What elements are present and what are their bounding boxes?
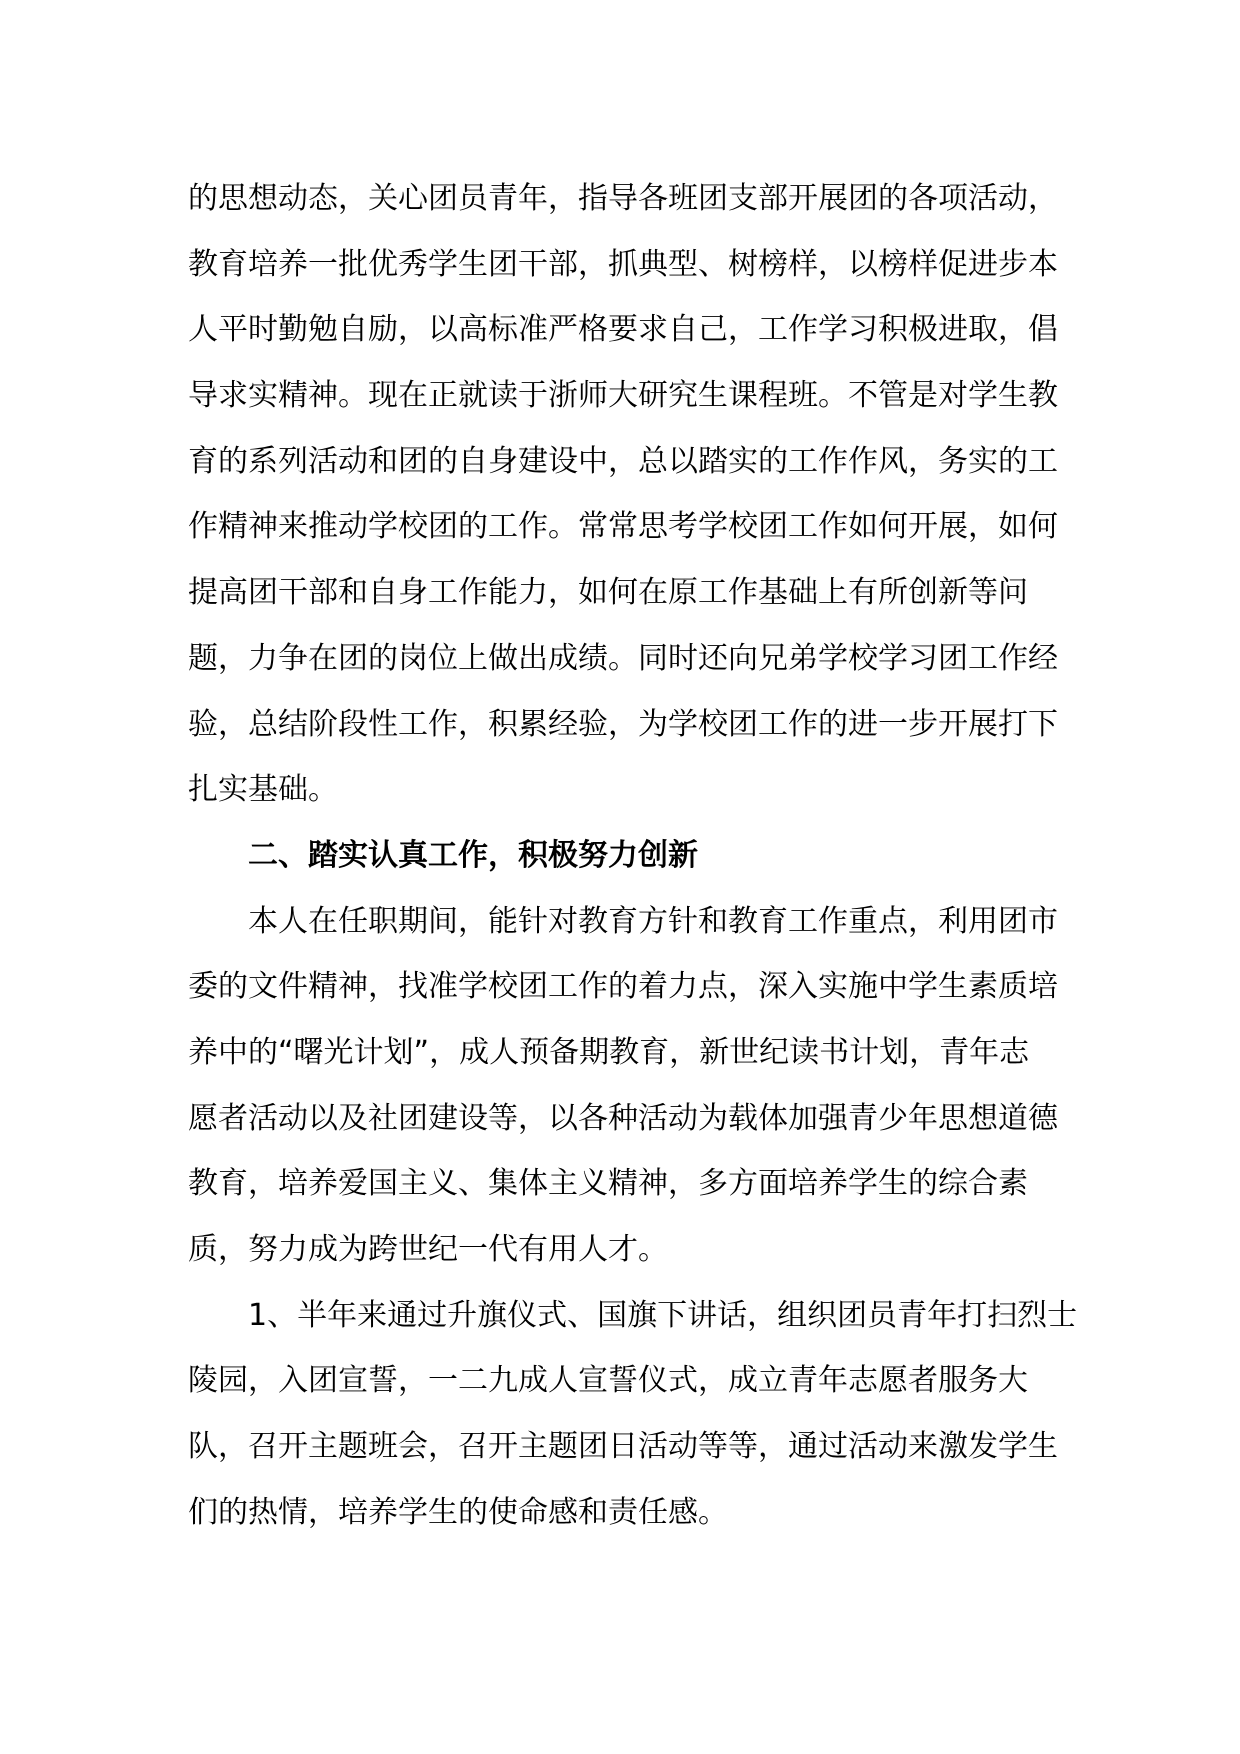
text-line: 扎实基础。 [188,772,338,808]
paragraph-1 [188,166,1068,823]
text-line: 们的热情，培养学生的使命感和责任感。 [188,1494,728,1530]
text-line: 教育，培养爱国主义、集体主义精神，多方面培养学生的综合素 [188,1166,1028,1202]
text-line: 导求实精神。现在正就读于浙师大研究生课程班。不管是对学生教 [188,378,1058,414]
text-line: 人平时勤勉自励，以高标准严格要求自己，工作学习积极进取，倡 [188,312,1058,348]
text-line: 作精神来推动学校团的工作。常常思考学校团工作如何开展，如何 [188,509,1058,545]
paragraph-2 [188,889,1068,1283]
text-line: 的思想动态，关心团员青年，指导各班团支部开展团的各项活动， [188,181,1058,216]
text-line: 育的系列活动和团的自身建设中，总以踏实的工作作风，务实的工 [188,443,1058,479]
text-line: 陵园，入团宣誓，一二九成人宣誓仪式，成立青年志愿者服务大 [188,1363,1028,1399]
paragraph-3 [188,1283,1078,1546]
section-heading: 二、踏实认真工作，积极努力创新 [248,837,698,873]
text-line: 队，召开主题班会，召开主题团日活动等等，通过活动来激发学生 [188,1429,1058,1465]
text-line: 提高团干部和自身工作能力，如何在原工作基础上有所创新等问 [188,575,1028,611]
text-line: 教育培养一批优秀学生团干部，抓典型、树榜样，以榜样促进步本 [188,246,1058,282]
text-line: 委的文件精神，找准学校团工作的着力点，深入实施中学生素质培 [188,969,1058,1005]
text-line: 养中的“曙光计划”，成人预备期教育，新世纪读书计划，青年志 [188,1034,1030,1070]
text-line: 题，力争在团的岗位上做出成绩。同时还向兄弟学校学习团工作经 [188,640,1058,676]
text-line: 验，总结阶段性工作，积累经验，为学校团工作的进一步开展打下 [188,706,1058,742]
document-page [188,166,1078,1545]
text-line: 本人在任职期间，能针对教育方针和教育工作重点，利用团市 [248,903,1058,939]
text-line: 质，努力成为跨世纪一代有用人才。 [188,1232,668,1267]
text-line: 1、半年来通过升旗仪式、国旗下讲话，组织团员青年打扫烈士 [248,1297,1078,1333]
text-line: 愿者活动以及社团建设等，以各种活动为载体加强青少年思想道德 [188,1100,1058,1136]
